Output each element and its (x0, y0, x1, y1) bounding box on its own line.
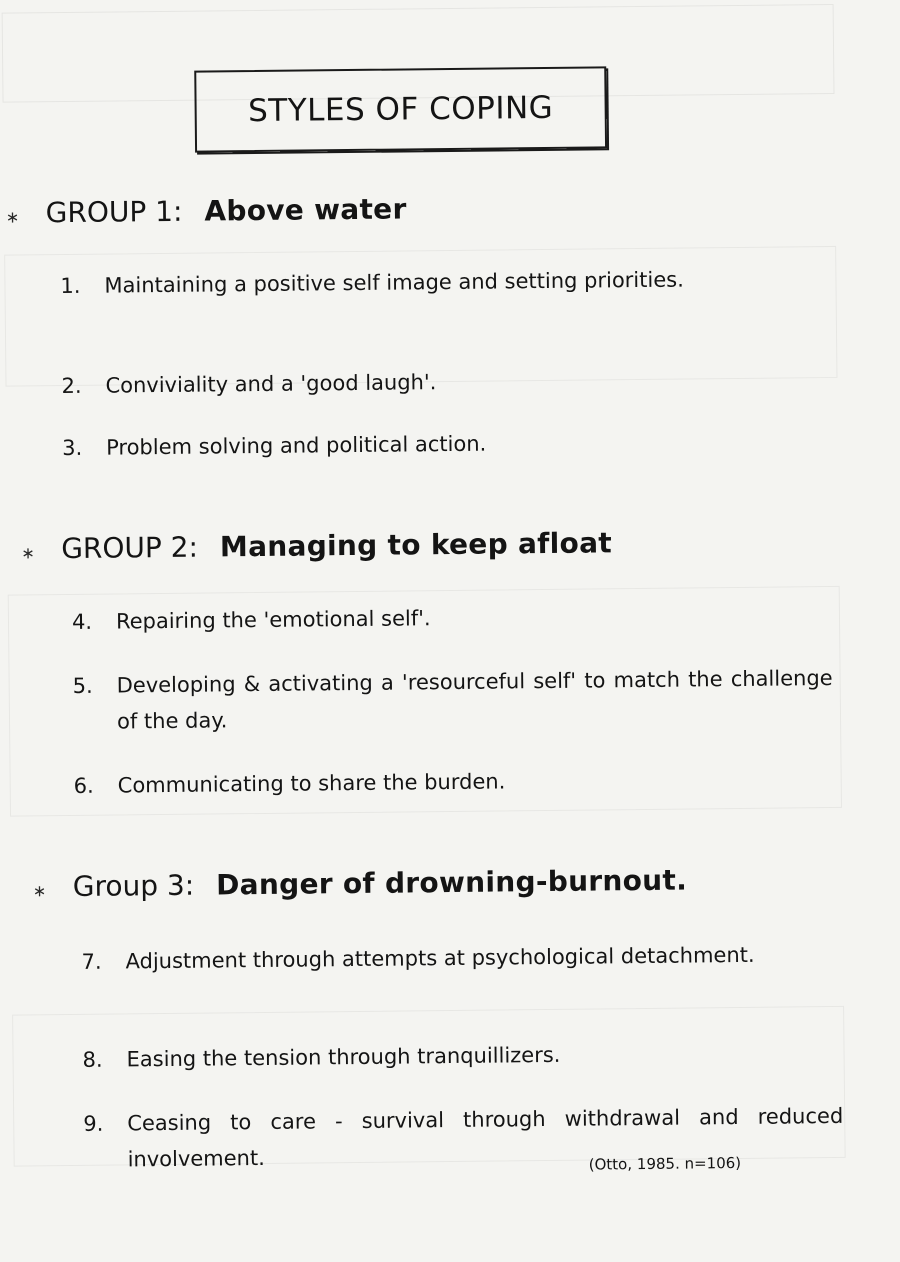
list-item (72, 660, 833, 740)
item-text: Communicating to share the burden. (117, 769, 506, 798)
item-text: Problem solving and political action. (106, 431, 487, 460)
group-heading-2 (21, 526, 612, 565)
page-title: STYLES OF COPING (247, 89, 554, 130)
group-title: Danger of drowning-burnout. (215, 863, 688, 902)
item-text: Developing & activating a 'resourceful self' to match the challenge of the day. (116, 665, 833, 734)
list-item (81, 936, 841, 980)
item-number: 8. (82, 1047, 103, 1072)
list-item (74, 760, 834, 804)
group-label: Group 3: (72, 868, 195, 903)
group-title: Above water (204, 192, 407, 228)
item-text: Conviviality and a 'good laugh'. (105, 370, 437, 398)
list-item (61, 361, 701, 404)
item-text: Adjustment through attempts at psychological detachment. (125, 942, 755, 974)
group-heading-1 (6, 192, 407, 229)
asterisk-icon: ∗ (5, 207, 20, 227)
item-number: 5. (72, 673, 93, 698)
asterisk-icon: ∗ (32, 881, 47, 901)
item-text: Maintaining a positive self image and setting priorities. (104, 267, 684, 298)
list-item (62, 423, 702, 466)
item-text: Repairing the 'emotional self'. (115, 606, 431, 634)
item-number: 9. (83, 1111, 104, 1136)
item-number: 1. (60, 273, 81, 299)
asterisk-icon: ∗ (21, 543, 35, 563)
group-heading-3 (33, 864, 688, 904)
group-label: GROUP 1: (45, 194, 183, 230)
citation: (Otto, 1985. n=106) (588, 1153, 742, 1174)
item-text: Ceasing to care - survival through withdrawal and reduced involvement. (127, 1103, 844, 1172)
item-number: 3. (62, 435, 83, 461)
group-label: GROUP 2: (61, 530, 199, 566)
list-item (72, 596, 832, 640)
list-item (82, 1034, 842, 1078)
item-number: 2. (61, 373, 82, 399)
title-box (194, 66, 607, 152)
item-number: 4. (71, 609, 93, 634)
item-number: 7. (81, 949, 102, 974)
group-title: Managing to keep afloat (219, 526, 613, 564)
item-text: Easing the tension through tranquillizers. (126, 1042, 561, 1072)
list-item (60, 261, 700, 304)
item-number: 6. (73, 773, 94, 798)
